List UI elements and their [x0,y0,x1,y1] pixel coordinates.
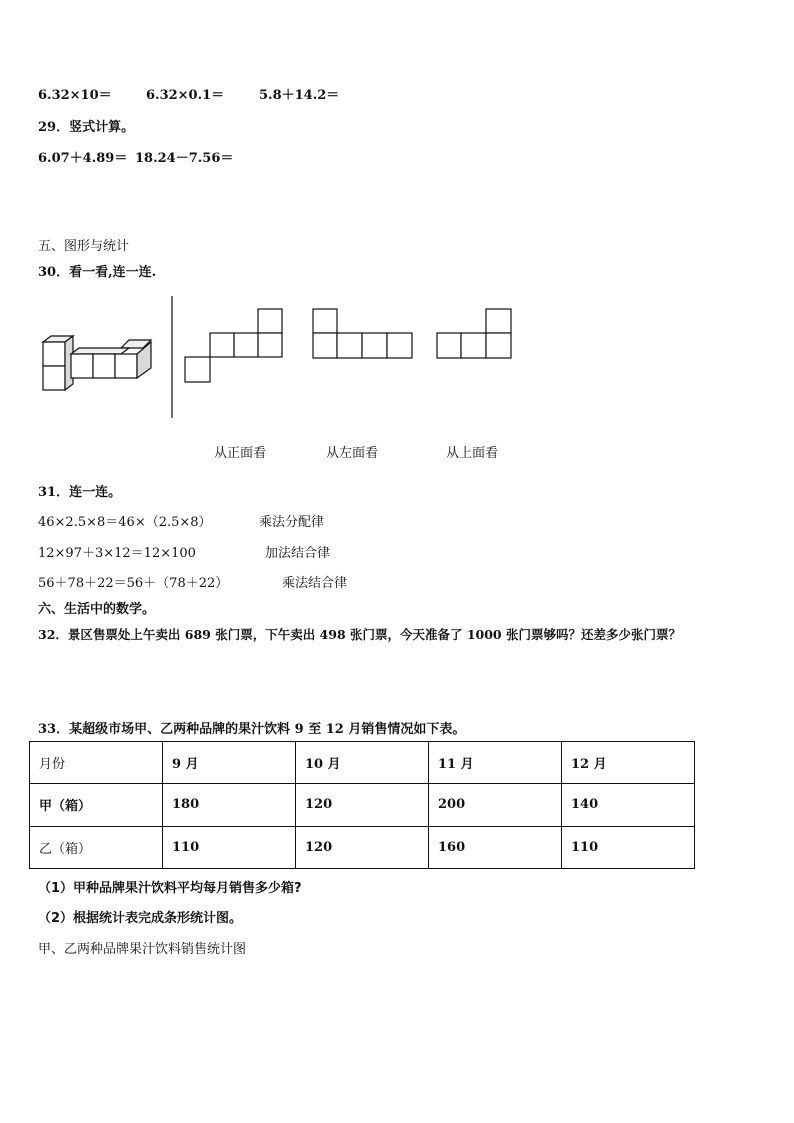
cube-front-4 [93,354,115,378]
view-label-left: 从左面看 [326,446,379,461]
table-header-cell: 月份 [30,742,163,784]
q31-title: 31．连一连。 [38,485,122,500]
view-figure-1 [182,308,292,388]
table-header-cell: 9 月 [163,742,296,784]
table-cell: 甲（箱） [30,784,163,826]
view-label-front: 从正面看 [214,446,267,461]
q31-left-2: 12×97＋3×12＝12×100 [38,546,196,561]
q33-sub-1: （1）甲种品牌果汁饮料平均每月销售多少箱? [38,881,302,896]
table-header-cell: 11 月 [429,742,562,784]
table-cell: 120 [296,826,429,868]
cube-front-1 [43,342,65,366]
view2-square-1 [313,309,337,333]
cube-front-5 [115,354,137,378]
q33-sub-2: （2）根据统计表完成条形统计图。 [38,911,243,926]
q33-chart-title: 甲、乙两种品牌果汁饮料销售统计图 [38,942,247,957]
table-cell: 120 [296,784,429,826]
q32-text: 32．景区售票处上午卖出 689 张门票，下午卖出 498 张门票，今天准备了 1000 张门票够吗？还差多少张门票？ [38,627,681,642]
cube-top-3 [71,348,129,354]
view1-square-1 [258,309,282,333]
table-cell: 110 [562,826,695,868]
q31-right-3: 乘法结合律 [282,576,348,591]
table-cell: 110 [163,826,296,868]
table-cell: 乙（箱） [30,826,163,868]
view3-square-4 [486,333,511,358]
q31-right-2: 加法结合律 [265,546,331,561]
view1-square-3 [234,333,258,357]
view2-square-3 [337,333,362,358]
view1-square-5 [185,357,210,382]
view1-square-4 [258,333,282,357]
q31-right-1: 乘法分配律 [259,515,325,530]
table-cell: 200 [429,784,562,826]
table-row [30,826,695,868]
q28-expr-3: 5.8＋14.2＝ [259,88,340,103]
table-header-row [30,742,695,784]
view2-square-2 [313,333,337,358]
view-figure-2 [310,308,420,368]
q29-title: 29．竖式计算。 [38,120,135,135]
table-header-cell: 12 月 [562,742,695,784]
vertical-divider [170,296,174,420]
table-cell: 160 [429,826,562,868]
view3-square-3 [461,333,486,358]
table-cell: 140 [562,784,695,826]
view2-square-5 [387,333,412,358]
view3-square-1 [486,309,511,333]
section-5-heading: 五、图形与统计 [38,239,130,254]
table-row [30,784,695,826]
table-header-cell: 10 月 [296,742,429,784]
sales-table [29,741,695,869]
q30-title: 30．看一看,连一连. [38,265,157,280]
q28-expr-2: 6.32×0.1＝ [146,88,225,103]
q31-left-3: 56＋78＋22＝56＋（78＋22） [38,576,229,591]
cube-front-2 [43,366,65,390]
q31-left-1: 46×2.5×8＝46×（2.5×8） [38,515,212,530]
q29-expr-1: 6.07＋4.89＝ [38,151,128,166]
view-label-top: 从上面看 [446,446,499,461]
view2-square-4 [362,333,387,358]
cube-front-3 [71,354,93,378]
cube-solid-figure [38,334,168,434]
view1-square-2 [210,333,234,357]
view-figure-3 [434,308,524,368]
view3-square-2 [437,333,461,358]
section-6-heading: 六、生活中的数学。 [38,602,156,617]
q33-title: 33．某超级市场甲、乙两种品牌的果汁饮料 9 至 12 月销售情况如下表。 [38,722,466,737]
q29-expr-2: 18.24－7.56＝ [135,151,234,166]
table-cell: 180 [163,784,296,826]
q28-expr-1: 6.32×10＝ [38,88,112,103]
